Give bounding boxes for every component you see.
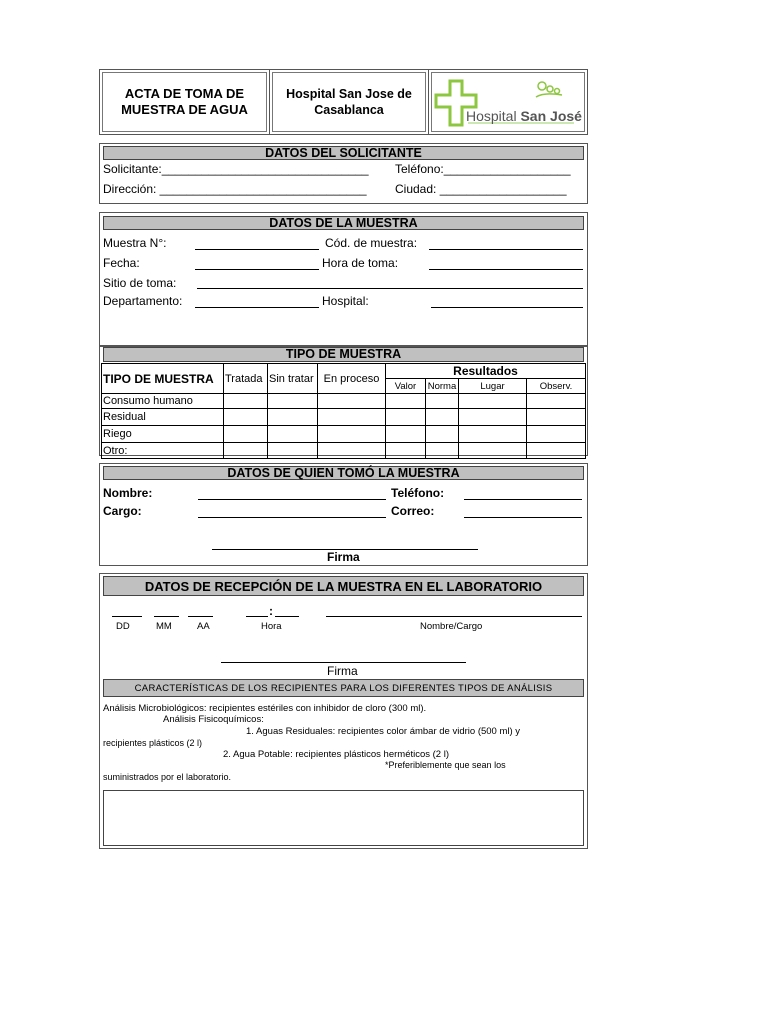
info-line-1: Análisis Microbiológicos: recipientes estériles con inhibidor de cloro (300 ml).	[103, 703, 427, 714]
section-title-quien: DATOS DE QUIEN TOMÓ LA MUESTRA	[103, 466, 584, 480]
cod-muestra-line[interactable]	[429, 249, 583, 250]
info-line-4: recipientes plásticos (2 l)	[103, 738, 203, 748]
info-line-3: 1. Aguas Residuales: recipientes color ámbar de vidrio (500 ml) y	[246, 726, 521, 737]
cargo-label: Cargo:	[103, 504, 142, 518]
telefono-label: Teléfono:	[391, 486, 445, 500]
table-row	[102, 443, 586, 459]
table-row	[102, 426, 586, 443]
section-solicitante	[99, 143, 588, 204]
departamento-label: Departamento:	[103, 294, 183, 308]
info-line-5: 2. Agua Potable: recipientes plásticos herméticos (2 l)	[223, 749, 450, 760]
mm-label: MM	[156, 621, 172, 632]
firma-label: Firma	[327, 550, 360, 564]
cod-muestra-label: Cód. de muestra:	[325, 236, 418, 250]
hospital-label: Hospital:	[322, 294, 369, 308]
hora-colon: :	[269, 604, 273, 618]
form-title-line1: ACTA DE TOMA DE	[124, 86, 245, 101]
sub-lugar-header: Lugar	[459, 379, 527, 394]
hospital-name-line2: Casablanca	[314, 103, 384, 117]
info-line-6: *Preferiblemente que sean los	[385, 760, 506, 770]
sub-norma-header: Norma	[426, 379, 459, 394]
mm-line[interactable]	[154, 616, 179, 617]
row-label: Riego	[102, 426, 224, 443]
resultados-header: Resultados	[386, 364, 586, 379]
hospital-name-cell	[269, 69, 429, 135]
nombre-cargo-line[interactable]	[326, 616, 582, 617]
telefono-field[interactable]: Teléfono:___________________	[395, 162, 571, 176]
ciudad-field[interactable]: Ciudad: ___________________	[395, 182, 567, 196]
fecha-line[interactable]	[195, 269, 319, 270]
direccion-field[interactable]: Dirección: _______________________________	[103, 182, 367, 196]
cargo-line[interactable]	[198, 517, 386, 518]
table-row	[102, 409, 586, 426]
telefono-line[interactable]	[464, 499, 582, 500]
firma-recepcion-label: Firma	[327, 664, 358, 678]
muestra-no-line[interactable]	[195, 249, 319, 250]
aa-label: AA	[197, 621, 210, 632]
sitio-toma-label: Sitio de toma:	[103, 276, 177, 290]
sub-valor-header: Valor	[386, 379, 426, 394]
hospital-name-line1: Hospital San Jose de	[286, 87, 412, 101]
info-line-7: suministrados por el laboratorio.	[103, 772, 232, 782]
section-title-tipo: TIPO DE MUESTRA	[103, 347, 584, 362]
hora-hh-line[interactable]	[246, 616, 268, 617]
aa-line[interactable]	[188, 616, 213, 617]
section-title-solicitante: DATOS DEL SOLICITANTE	[103, 146, 584, 160]
table-row	[102, 394, 586, 409]
solicitante-field[interactable]: Solicitante:_______________________________	[103, 162, 369, 176]
col-tratada-header: Tratada	[224, 364, 268, 394]
muestra-no-label: Muestra N°:	[103, 236, 167, 250]
section-quien	[99, 463, 588, 566]
section-muestra	[99, 212, 588, 347]
observaciones-box[interactable]	[103, 790, 584, 846]
logo-text: Hospital San José	[466, 108, 582, 124]
logo-cell	[428, 69, 588, 135]
caracteristicas-title: CARACTERÍSTICAS DE LOS RECIPIENTES PARA LOS DIFERENTES TIPOS DE ANÁLISIS	[103, 679, 584, 697]
title-cell	[99, 69, 270, 135]
section-title-muestra: DATOS DE LA MUESTRA	[103, 216, 584, 230]
sub-observ-header: Observ.	[527, 379, 586, 394]
hora-toma-label: Hora de toma:	[322, 256, 399, 270]
row-label: Consumo humano	[102, 394, 224, 409]
col-tipo-header: TIPO DE MUESTRA	[102, 364, 224, 394]
correo-label: Correo:	[391, 504, 435, 518]
row-label: Residual	[102, 409, 224, 426]
tipo-muestra-table	[101, 363, 586, 459]
departamento-line[interactable]	[195, 307, 319, 308]
col-sin-tratar-header: Sin tratar	[268, 364, 318, 394]
sitio-toma-line[interactable]	[197, 288, 583, 289]
row-label: Otro:	[102, 443, 224, 459]
hora-toma-line[interactable]	[429, 269, 583, 270]
nombre-line[interactable]	[198, 499, 386, 500]
form-title-line2: MUESTRA DE AGUA	[121, 102, 248, 117]
hospital-line[interactable]	[431, 307, 583, 308]
hora-mm-line[interactable]	[275, 616, 299, 617]
info-line-2: Análisis Fisicoquímicos:	[163, 714, 264, 725]
hora-label: Hora	[261, 621, 282, 632]
correo-line[interactable]	[464, 517, 582, 518]
dd-label: DD	[116, 621, 130, 632]
section-title-recepcion: DATOS DE RECEPCIÓN DE LA MUESTRA EN EL LABORATORIO	[103, 576, 584, 596]
section-recepcion	[99, 573, 588, 849]
dd-line[interactable]	[112, 616, 142, 617]
nombre-label: Nombre:	[103, 486, 153, 500]
nombre-cargo-label: Nombre/Cargo	[420, 621, 483, 632]
col-en-proceso-header: En proceso	[318, 364, 386, 394]
fecha-label: Fecha:	[103, 256, 140, 270]
firma-recepcion-line[interactable]	[221, 662, 466, 663]
